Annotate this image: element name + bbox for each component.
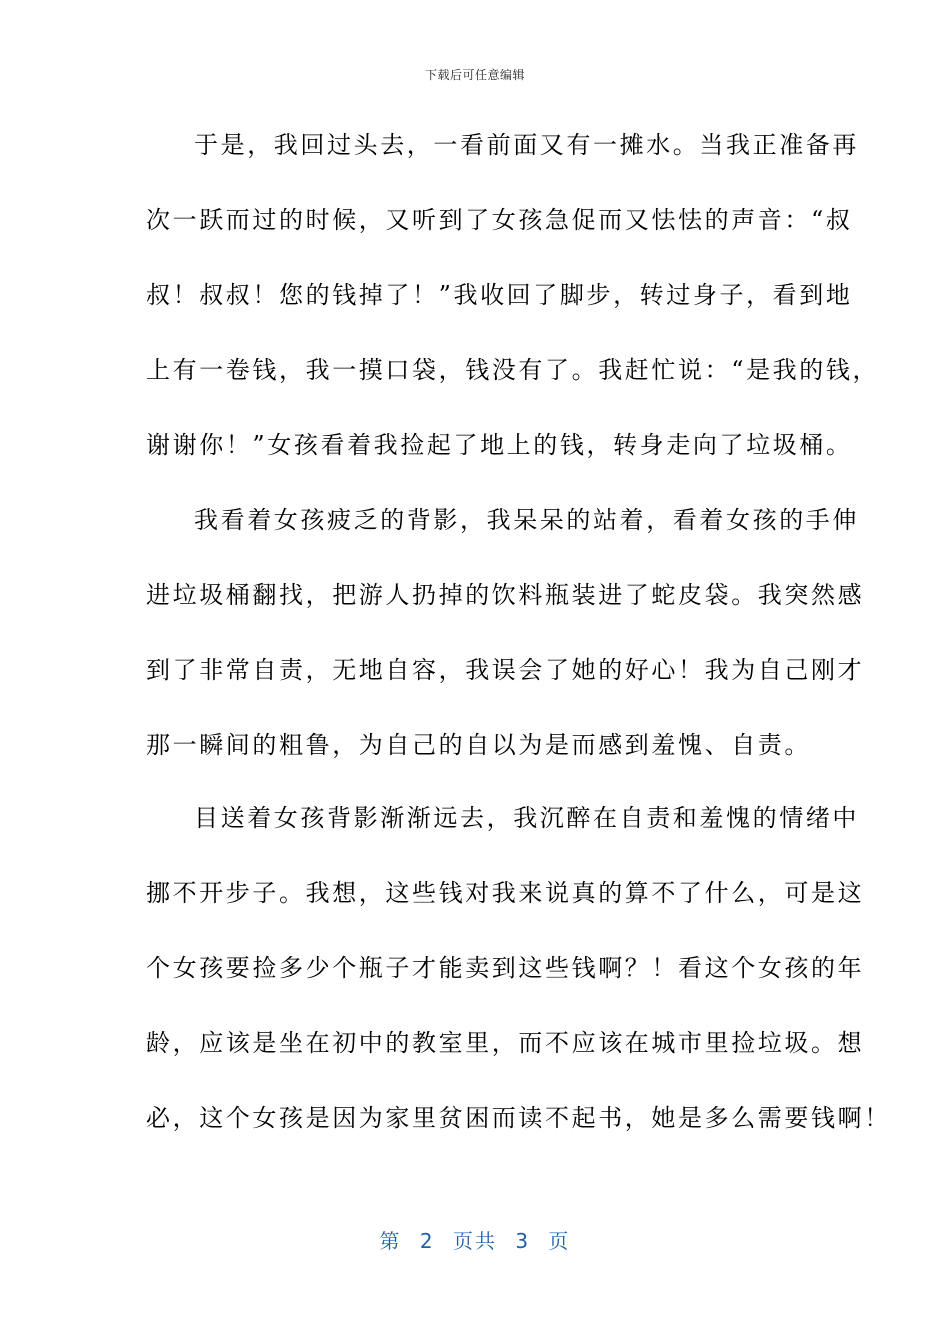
- header-note: 下载后可任意编辑: [424, 68, 525, 82]
- paragraph-3-line-1: 目送着女孩背影渐渐远去，我沉醉在自责和羞愧的情绪中: [194, 804, 859, 832]
- paragraph-1-line-5: 谢谢你！”女孩看着我捡起了地上的钱，转身走向了垃圾桶。: [146, 431, 853, 459]
- paragraph-1-line-4: 上有一卷钱，我一摸口袋，钱没有了。我赶忙说：“是我的钱，: [146, 356, 880, 384]
- paragraph-2-line-3: 到了非常自责，无地自容，我误会了她的好心！我为自己刚才: [146, 656, 865, 684]
- paragraph-2-line-2: 进垃圾桶翻找，把游人扔掉的饮料瓶装进了蛇皮袋。我突然感: [146, 581, 865, 609]
- paragraph-3-line-5: 必，这个女孩是因为家里贫困而读不起书，她是多么需要钱啊！: [146, 1104, 891, 1132]
- paragraph-3-line-4: 龄，应该是坐在初中的教室里，而不应该在城市里捡垃圾。想: [146, 1029, 865, 1057]
- paragraph-2-line-4: 那一瞬间的粗鲁，为自己的自以为是而感到羞愧、自责。: [146, 731, 811, 759]
- paragraph-2-line-1: 我看着女孩疲乏的背影，我呆呆的站着，看着女孩的手伸: [194, 506, 859, 534]
- page-number-footer: 第 2 页共 3 页: [379, 1229, 571, 1253]
- paragraph-3-line-3: 个女孩要捡多少个瓶子才能卖到这些钱啊？！看这个女孩的年: [146, 954, 865, 982]
- paragraph-1-line-3: 叔！叔叔！您的钱掉了！”我收回了脚步，转过身子，看到地: [146, 281, 853, 309]
- paragraph-1-line-1: 于是，我回过头去，一看前面又有一摊水。当我正准备再: [194, 131, 859, 159]
- paragraph-3-line-2: 挪不开步子。我想，这些钱对我来说真的算不了什么，可是这: [146, 879, 865, 907]
- paragraph-1-line-2: 次一跃而过的时候，又听到了女孩急促而又怯怯的声音：“叔: [146, 206, 853, 234]
